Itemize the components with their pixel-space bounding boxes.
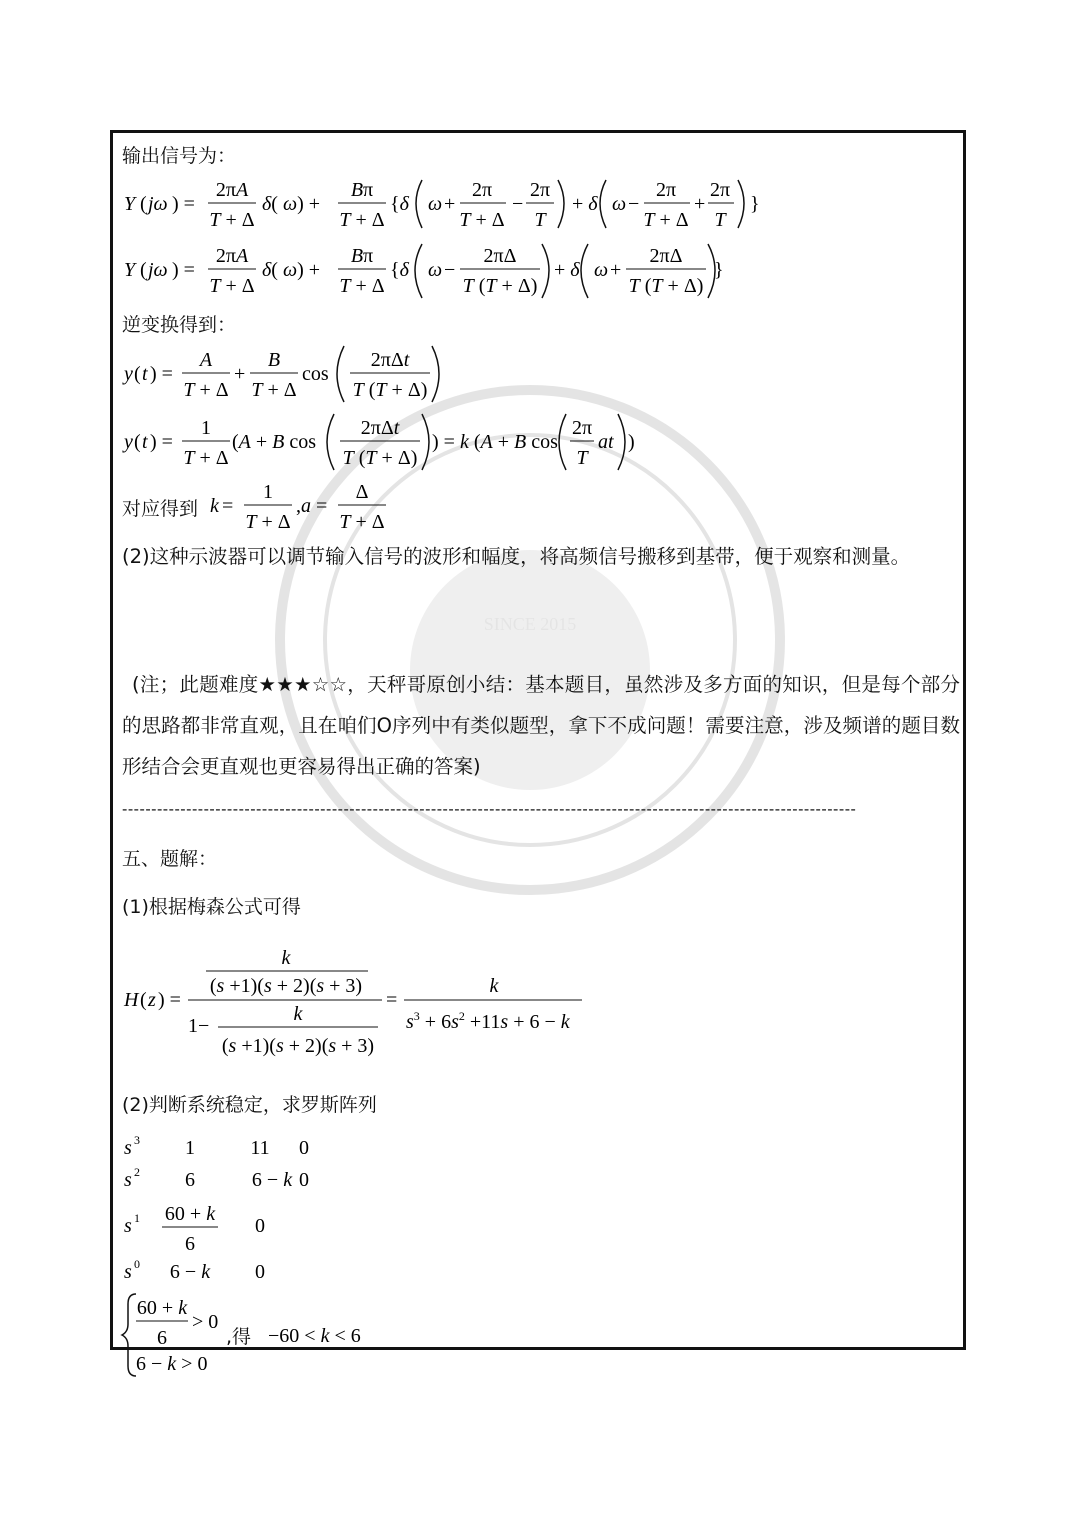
equation-Hz [122, 940, 602, 1062]
svg-text:6 − k: 6 − k [251, 1169, 293, 1191]
svg-text:1−: 1− [188, 1015, 210, 1037]
svg-text:k: k [293, 1003, 303, 1025]
svg-text:0: 0 [299, 1169, 309, 1191]
svg-text:y: y [124, 431, 133, 453]
svg-text:6: 6 [185, 1233, 195, 1255]
svg-text:T (T + Δ): T (T + Δ) [352, 379, 428, 401]
output-label: 输出信号为： [122, 145, 237, 167]
svg-text:2π: 2π [571, 417, 593, 439]
svg-text:y: y [124, 363, 133, 385]
svg-text:ω: ω [428, 193, 443, 215]
svg-text:{δ: {δ [390, 193, 409, 215]
svg-text:T + Δ: T + Δ [209, 275, 255, 297]
svg-text:T + Δ: T + Δ [209, 209, 255, 231]
svg-text:Y: Y [124, 259, 136, 281]
svg-text:11: 11 [250, 1137, 270, 1159]
svg-text:2π: 2π [529, 179, 551, 201]
svg-text:s: s [124, 1169, 132, 1191]
svg-text:0: 0 [255, 1261, 265, 1283]
svg-text:B: B [267, 349, 281, 371]
svg-text:at: at [598, 431, 614, 453]
svg-text:ω: ω [612, 193, 627, 215]
svg-text:δ( ω) +: δ( ω) + [262, 193, 321, 215]
svg-text:T (T + Δ): T (T + Δ) [462, 275, 538, 297]
svg-text:s: s [124, 1215, 132, 1237]
equation-Y-1 [122, 172, 762, 234]
result-range [268, 1318, 378, 1352]
svg-text:1: 1 [185, 1137, 195, 1159]
svg-text:2: 2 [134, 1165, 140, 1179]
svg-text:,a =: ,a = [296, 495, 328, 517]
svg-text:T + Δ: T + Δ [459, 209, 505, 231]
svg-text:{δ: {δ [390, 259, 409, 281]
equation-Y-2 [122, 238, 722, 302]
svg-text:2πΔ: 2πΔ [483, 245, 517, 267]
svg-text:Δ: Δ [355, 481, 369, 503]
svg-text:−: − [444, 259, 456, 281]
svg-text:(: ( [140, 989, 147, 1011]
svg-text:s: s [124, 1261, 132, 1283]
svg-text:=: = [222, 495, 234, 517]
svg-text:6 − k: 6 − k [169, 1261, 211, 1283]
svg-text:T (T + Δ): T (T + Δ) [342, 447, 418, 469]
q5-step1: (1)根据梅森公式可得 [122, 896, 301, 918]
svg-text:3: 3 [134, 1133, 140, 1147]
svg-text:): ) [628, 431, 635, 453]
svg-text:60 + k: 60 + k [164, 1203, 216, 1225]
equation-k-a [208, 478, 408, 538]
svg-text:) =: ) = [158, 989, 181, 1011]
routh-row [124, 1133, 309, 1159]
svg-text:2πΔt: 2πΔt [360, 417, 400, 439]
svg-text:Y: Y [124, 193, 136, 215]
watermark-since: SINCE 2015 [483, 614, 577, 634]
separator-line: ------------------------------------------------------------------------------------------------------------------------------ [122, 801, 857, 818]
svg-text:6: 6 [185, 1169, 195, 1191]
svg-text:δ( ω) +: δ( ω) + [262, 259, 321, 281]
part2-paragraph: (2)这种示波器可以调节输入信号的波形和幅度，将高频信号搬移到基带，便于观察和测量。 [122, 545, 911, 568]
routh-array [122, 1128, 382, 1294]
svg-text:s3 + 6s2 +11s + 6 − k: $s^3 + 6s^2 +11s + 6 - k$ [406, 1009, 570, 1033]
svg-text:+: + [694, 193, 706, 215]
svg-text:T + Δ: T + Δ [339, 511, 385, 533]
svg-text:−: − [512, 193, 524, 215]
equation-y-1 [122, 340, 462, 406]
svg-text:) =: ) = [172, 259, 195, 281]
svg-text:T + Δ: T + Δ [339, 209, 385, 231]
svg-text:jω: jω [148, 259, 168, 281]
svg-text:2πΔt: 2πΔt [370, 349, 410, 371]
svg-text:T + Δ: T + Δ [183, 447, 229, 469]
svg-text:(s +1)(s + 2)(s + 3): (s +1)(s + 2)(s + 3) [221, 1035, 375, 1057]
svg-text:1: 1 [201, 417, 211, 439]
svg-text:+ δ: + δ [554, 259, 580, 281]
svg-text:−60 < k < 6: −60 < k < 6 [268, 1325, 361, 1347]
svg-text:=: = [386, 989, 398, 1011]
svg-text:z: z [148, 989, 156, 1011]
svg-text:T + Δ: T + Δ [251, 379, 297, 401]
svg-text:k: k [210, 495, 219, 517]
svg-text:60 + k: 60 + k [136, 1297, 188, 1319]
svg-text:) =: ) = [150, 363, 173, 385]
svg-text:(A + B cos: (A + B cos [232, 431, 317, 453]
inverse-label: 逆变换得到： [122, 314, 237, 336]
svg-text:}: } [714, 259, 724, 281]
routh-row [124, 1257, 265, 1283]
svg-text:2πΔ: 2πΔ [649, 245, 683, 267]
svg-text:1: 1 [263, 481, 273, 503]
svg-text:t: t [142, 431, 148, 453]
svg-text:k: k [489, 975, 499, 997]
svg-text:2πA: 2πA [215, 245, 249, 267]
svg-text:(: ( [140, 259, 147, 281]
svg-text:}: } [750, 193, 760, 215]
svg-text:T (T + Δ): T (T + Δ) [628, 275, 704, 297]
svg-text:6 − k > 0: 6 − k > 0 [136, 1353, 208, 1375]
svg-text:+: + [610, 259, 622, 281]
svg-text:) = k (A + B cos: ) = k (A + B cos [432, 431, 558, 453]
svg-text:(: ( [134, 431, 141, 453]
svg-text:T: T [534, 209, 546, 231]
svg-text:H: H [124, 989, 139, 1011]
svg-text:T: T [714, 209, 726, 231]
svg-text:T + Δ: T + Δ [339, 275, 385, 297]
svg-text:> 0: > 0 [192, 1311, 219, 1333]
svg-text:t: t [142, 363, 148, 385]
svg-text:2πA: 2πA [215, 179, 249, 201]
svg-text:1: 1 [134, 1211, 140, 1225]
svg-text:0: 0 [255, 1215, 265, 1237]
svg-text:+ δ: + δ [572, 193, 598, 215]
svg-text:cos: cos [302, 363, 329, 385]
svg-text:6: 6 [157, 1327, 167, 1349]
result-text: ,得 [226, 1326, 252, 1348]
svg-text:ω: ω [594, 259, 609, 281]
note-paragraph: (注；此题难度★★★☆☆，天秤哥原创小结：基本题目，虽然涉及多方面的知识，但是每个部分的思路都非常直观，且在咱们O序列中有类似题型，拿下不成问题！需要注意，涉及频谱的题目数形结合会更直观也更容易得出正确的答案) [122, 673, 960, 778]
svg-text:Bπ: Bπ [350, 179, 374, 201]
svg-text:k: k [281, 947, 291, 969]
routh-row [124, 1203, 265, 1255]
svg-text:2π: 2π [471, 179, 493, 201]
svg-text:(: ( [140, 193, 147, 215]
svg-text:A: A [199, 349, 213, 371]
routh-row [124, 1165, 309, 1191]
q5-title: 五、题解： [122, 848, 218, 870]
svg-text:) =: ) = [150, 431, 173, 453]
svg-text:s: s [124, 1137, 132, 1159]
svg-text:T + Δ: T + Δ [245, 511, 291, 533]
svg-text:T: T [576, 447, 588, 469]
svg-text:Bπ: Bπ [350, 245, 374, 267]
equation-y-2 [122, 408, 642, 474]
q5-step2: (2)判断系统稳定，求罗斯阵列 [122, 1094, 377, 1116]
svg-text:(s +1)(s + 2)(s + 3): (s +1)(s + 2)(s + 3) [209, 975, 363, 997]
svg-text:(: ( [134, 363, 141, 385]
svg-text:jω: jω [148, 193, 168, 215]
svg-text:T + Δ: T + Δ [183, 379, 229, 401]
corresponding-label: 对应得到 [122, 498, 199, 520]
svg-text:−: − [628, 193, 640, 215]
svg-text:) =: ) = [172, 193, 195, 215]
svg-text:+: + [234, 363, 246, 385]
svg-text:+: + [444, 193, 456, 215]
svg-text:2π: 2π [655, 179, 677, 201]
svg-text:ω: ω [428, 259, 443, 281]
svg-text:0: 0 [299, 1137, 309, 1159]
svg-text:0: 0 [134, 1257, 140, 1271]
svg-text:T + Δ: T + Δ [643, 209, 689, 231]
svg-text:2π: 2π [709, 179, 731, 201]
